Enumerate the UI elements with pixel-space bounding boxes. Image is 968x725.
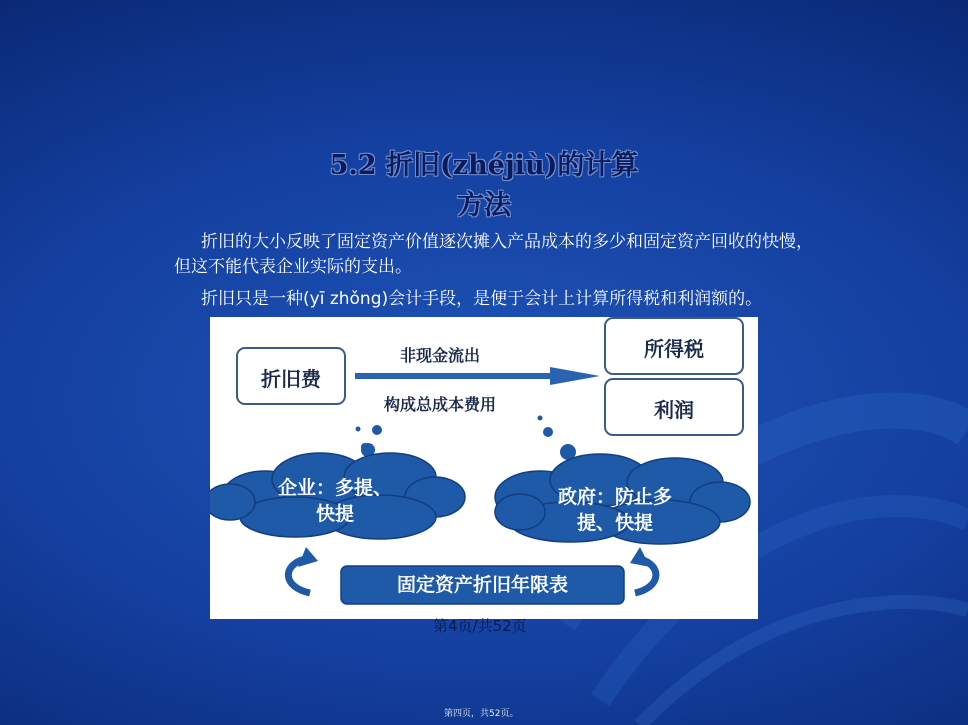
profit-label: 利润 [654, 398, 694, 422]
enterprise-cloud-text [235, 475, 435, 527]
government-cloud-text [515, 484, 715, 536]
curved-arrow-right-head [630, 547, 650, 567]
enterprise-cloud-line-1: 企业：多提、 [277, 477, 392, 499]
slide-title [184, 146, 784, 226]
income-tax-label: 所得税 [644, 337, 704, 361]
footer: 第四页，共52页。 [444, 709, 519, 719]
depreciation-box-label: 折旧费 [261, 367, 321, 391]
title-line-1: 5.2 折旧(zhéjiù)的计算 [329, 150, 639, 181]
enterprise-cloud-line-2: 快提 [315, 503, 354, 525]
paragraph-2: 折旧只是一种(yī zhǒng)会计手段，是便于会计上计算所得税和利润额的。 [201, 289, 763, 309]
thought-dot [356, 427, 361, 432]
government-cloud-line-2: 提、快提 [576, 512, 653, 534]
arrow-bottom-label: 构成总成本费用 [384, 395, 497, 414]
thought-dot [543, 427, 553, 437]
paragraph-1: 折旧的大小反映了固定资产价值逐次摊入产品成本的多少和固定资产回收的快慢，但这不能代表企业实际的支出。 [174, 232, 813, 277]
arrow-top-label: 非现金流出 [400, 346, 481, 365]
table-box-label: 固定资产折旧年限表 [396, 574, 568, 596]
depreciation-diagram [210, 317, 758, 619]
page-number: 第4页/共52页 [433, 617, 527, 635]
thought-dot [538, 416, 543, 421]
arrow-head [550, 367, 600, 385]
title-line-2: 方法 [457, 190, 511, 221]
thought-dot [372, 425, 382, 435]
government-cloud-line-1: 政府：防止多 [557, 486, 672, 508]
